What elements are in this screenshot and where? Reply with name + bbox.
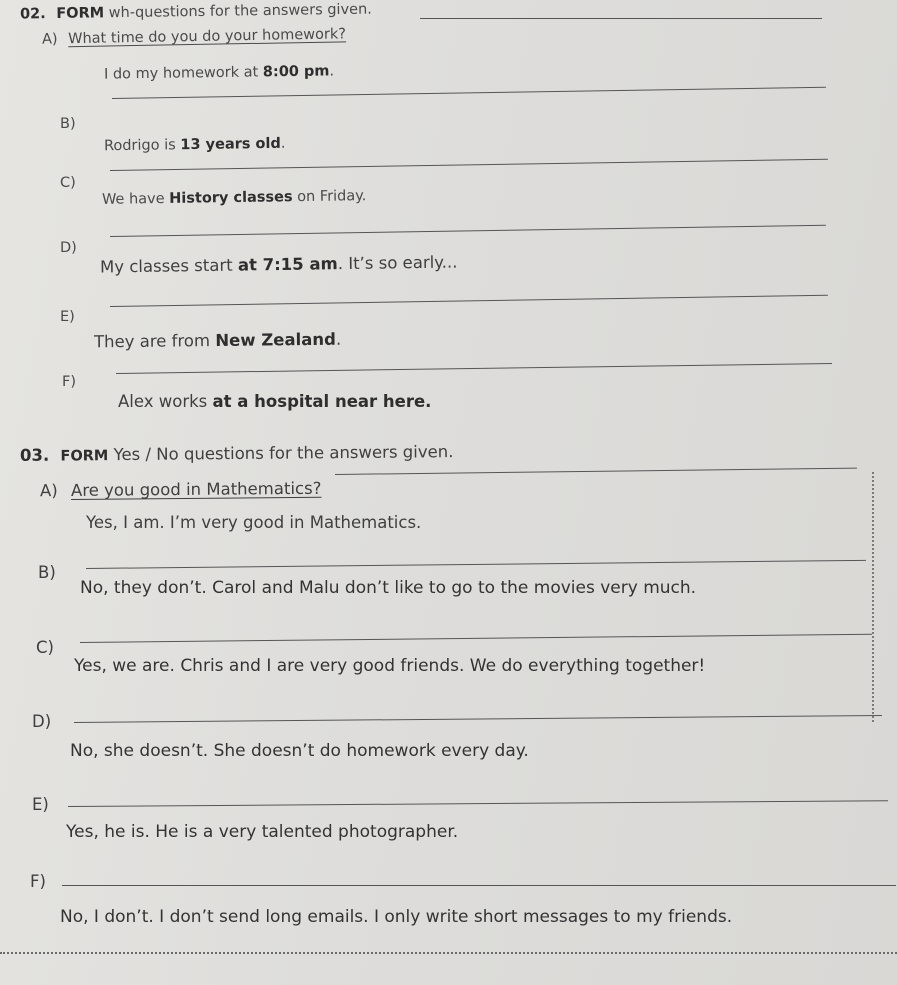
q2-c-answer: We have History classes on Friday. — [101, 188, 367, 208]
q2-e-answer-line — [110, 295, 828, 307]
q3-c-answer: Yes, we are. Chris and I are very good friends. We do everything together! — [74, 656, 706, 676]
q3-d-answer: No, she doesn’t. She doesn’t do homework every day. — [70, 741, 529, 761]
cut-dotted-line — [0, 952, 897, 954]
q3-b-letter: B) — [38, 563, 56, 582]
q2-title-line — [420, 18, 822, 19]
q2-title — [20, 2, 372, 23]
q2-f-letter: F) — [62, 374, 76, 390]
q2-c-letter: C) — [60, 175, 76, 191]
q3-d-answer-line — [74, 715, 882, 723]
q2-a-question: What time do you do your homework? — [68, 26, 347, 48]
q2-a-question-row — [42, 26, 346, 47]
q3-e-answer: Yes, he is. He is a very talented photographer. — [66, 822, 459, 842]
q2-number: 02. — [19, 6, 46, 23]
q3-e-letter: E) — [32, 795, 49, 814]
q2-d-answer-line — [110, 225, 826, 237]
q3-f-answer: No, I don’t. I don’t send long emails. I only write short messages to my friends. — [60, 907, 733, 927]
q3-f-answer-line — [62, 885, 896, 886]
q3-d-letter: D) — [32, 712, 52, 731]
q3-number: 03. — [19, 445, 50, 465]
q2-b-answer-line — [112, 87, 826, 99]
q2-f-answer-line — [116, 363, 832, 374]
q2-b-letter: B) — [60, 116, 76, 132]
q3-title — [20, 442, 454, 465]
q2-c-answer-line — [110, 159, 828, 171]
q3-a-question: Are you good in Mathematics? — [70, 478, 322, 500]
q3-f-letter: F) — [30, 872, 46, 891]
q2-instruction: wh-questions for the answers given. — [104, 1, 372, 22]
q2-d-letter: D) — [60, 240, 77, 256]
q3-b-answer-line — [86, 560, 866, 569]
q2-a-answer: I do my homework at 8:00 pm. — [103, 63, 335, 83]
q2-d-answer: My classes start at 7:15 am. It’s so early... — [99, 252, 458, 277]
q2-e-letter: E) — [60, 309, 75, 325]
margin-dotted-line — [872, 472, 874, 722]
q3-title-line — [335, 468, 857, 475]
q3-form-label: FORM — [60, 448, 109, 465]
q3-a-letter: A) — [39, 481, 58, 501]
q2-b-answer: Rodrigo is 13 years old. — [103, 135, 286, 155]
q3-instruction: Yes / No questions for the answers given. — [108, 442, 454, 465]
q3-c-letter: C) — [36, 638, 54, 657]
q2-f-answer: Alex works at a hospital near here. — [118, 392, 432, 411]
q2-form-label: FORM — [56, 5, 105, 22]
q2-a-letter: A) — [41, 31, 58, 48]
q3-a-question-row — [40, 479, 322, 500]
q3-b-answer: No, they don’t. Carol and Malu don’t like to go to the movies very much. — [80, 578, 697, 598]
q3-a-answer: Yes, I am. I’m very good in Mathematics. — [86, 513, 422, 532]
q2-e-answer: They are from New Zealand. — [93, 329, 342, 352]
q3-e-answer-line — [68, 800, 888, 807]
q3-c-answer-line — [80, 634, 872, 643]
